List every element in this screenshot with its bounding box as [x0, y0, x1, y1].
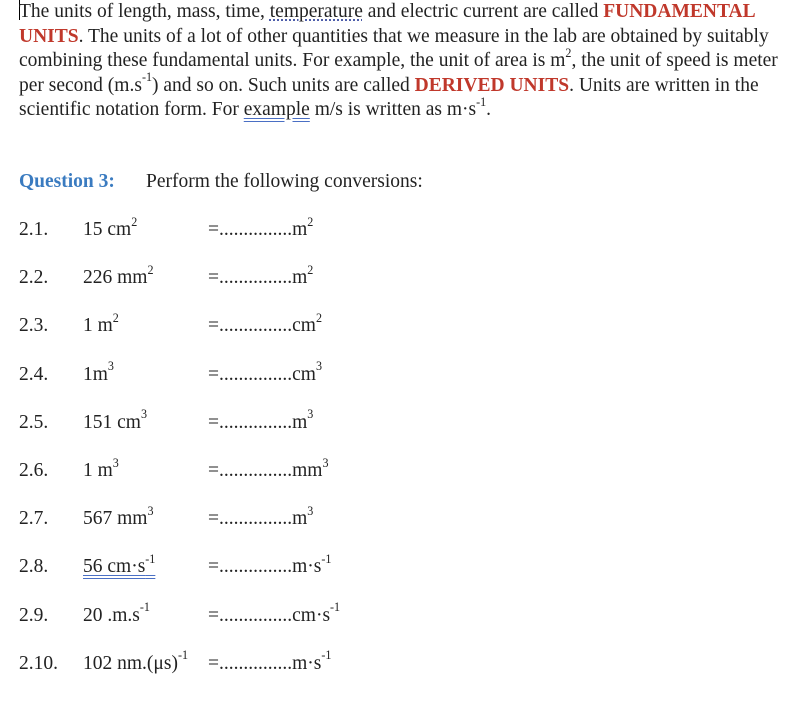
row-number: 2.2.	[19, 267, 49, 289]
row-number: 2.10.	[19, 652, 58, 674]
answer-exponent: 2	[307, 262, 314, 277]
row-number: 2.9.	[19, 604, 49, 626]
row-number: 2.6.	[19, 460, 49, 481]
answer-text: =...............cm	[208, 315, 316, 337]
para-sup-2: -1	[141, 70, 152, 85]
quantity-text: 20 .m.s	[83, 604, 140, 626]
answer-text: =...............m	[208, 411, 308, 433]
answer-exponent: -1	[321, 552, 332, 567]
row-quantity	[83, 600, 150, 627]
answer-blank	[208, 311, 322, 337]
quantity-text: 567 mm	[83, 508, 148, 530]
quantity-exponent: 3	[112, 455, 119, 470]
answer-blank	[208, 600, 341, 627]
para-text-15: .	[486, 99, 492, 121]
answer-text: =...............m·s	[208, 652, 322, 674]
answer-blank	[208, 359, 322, 386]
answer-exponent: 2	[315, 311, 322, 326]
answer-exponent: 2	[307, 214, 314, 229]
quantity-text: 15 cm	[83, 219, 132, 240]
quantity-exponent: -1	[139, 600, 150, 615]
answer-text: =...............cm·s	[208, 604, 331, 626]
answer-exponent: -1	[321, 648, 332, 663]
answer-text: =...............m	[208, 219, 308, 240]
row-quantity	[83, 311, 119, 337]
quantity-text: 102 nm.(μs)	[83, 652, 178, 674]
quantity-text: 226 mm	[83, 267, 148, 289]
quantity-text: 1 m	[83, 460, 113, 481]
row-quantity	[83, 214, 138, 241]
answer-blank	[208, 503, 314, 530]
quantity-text: 56 cm·s	[83, 556, 146, 578]
answer-blank	[208, 455, 329, 482]
quantity-exponent: 3	[140, 407, 147, 422]
answer-text: =...............m	[208, 267, 308, 289]
row-number: 2.1.	[19, 219, 49, 240]
answer-blank	[208, 648, 332, 675]
answer-exponent: -1	[330, 600, 341, 615]
para-word-example: example	[243, 99, 310, 121]
row-quantity	[83, 262, 154, 289]
quantity-exponent: 2	[147, 262, 154, 277]
quantity-text: 1m	[83, 363, 108, 385]
answer-text: =...............mm	[208, 460, 323, 481]
answer-blank	[208, 214, 314, 241]
answer-blank	[208, 552, 332, 578]
quantity-text: 1 m	[83, 315, 113, 337]
row-number: 2.8.	[19, 556, 49, 578]
para-text-9: ) and so on. Such units are called	[152, 74, 415, 96]
para-text-1: The units of length, mass, time,	[19, 1, 270, 22]
quantity-exponent: 3	[147, 503, 154, 518]
answer-exponent: 3	[322, 455, 329, 470]
row-quantity	[83, 503, 154, 530]
term-fundamental-units: FUNDAMENTAL UNITS	[19, 1, 755, 47]
para-text-11: . Units are written in the scientific notation form. For	[19, 74, 759, 121]
para-text-7: , the unit of speed is meter per second (m.s	[19, 50, 778, 96]
para-text-3: and electric current are called	[362, 1, 604, 22]
row-quantity	[83, 552, 156, 578]
para-word-temperature: temperature	[269, 1, 363, 22]
quantity-exponent: 3	[107, 359, 114, 374]
answer-exponent: 3	[315, 359, 322, 374]
answer-exponent: 3	[307, 503, 314, 518]
question-label: Question 3:	[19, 171, 115, 192]
row-number: 2.7.	[19, 508, 49, 530]
term-derived-units: DERIVED UNITS	[414, 74, 570, 96]
para-sup-3: -1	[476, 95, 487, 110]
question-heading	[19, 171, 423, 193]
row-number: 2.3.	[19, 315, 49, 337]
answer-blank	[208, 407, 314, 434]
quantity-text: 151 cm	[83, 411, 141, 433]
row-quantity	[83, 648, 189, 675]
answer-text: =...............m·s	[208, 556, 322, 578]
row-quantity	[83, 359, 114, 386]
quantity-exponent: 2	[131, 214, 138, 229]
row-number: 2.5.	[19, 411, 49, 433]
answer-text: =...............cm	[208, 363, 316, 385]
quantity-exponent: 2	[112, 311, 119, 326]
para-text-13: m/s is written as m·s	[309, 99, 477, 121]
answer-exponent: 3	[307, 407, 314, 422]
quantity-exponent: -1	[145, 552, 156, 567]
intro-paragraph	[19, 0, 779, 123]
question-text: Perform the following conversions:	[146, 171, 423, 192]
para-text-5: . The units of a lot of other quantities that we measure in the lab are obtained by suitably combining these fundamental units. For example, the unit of area is m	[19, 25, 769, 72]
row-quantity	[83, 455, 119, 482]
row-number: 2.4.	[19, 363, 49, 385]
para-sup-1: 2	[565, 45, 572, 60]
row-quantity	[83, 407, 147, 434]
quantity-exponent: -1	[177, 648, 189, 663]
answer-text: =...............m	[208, 508, 308, 530]
answer-blank	[208, 262, 314, 289]
